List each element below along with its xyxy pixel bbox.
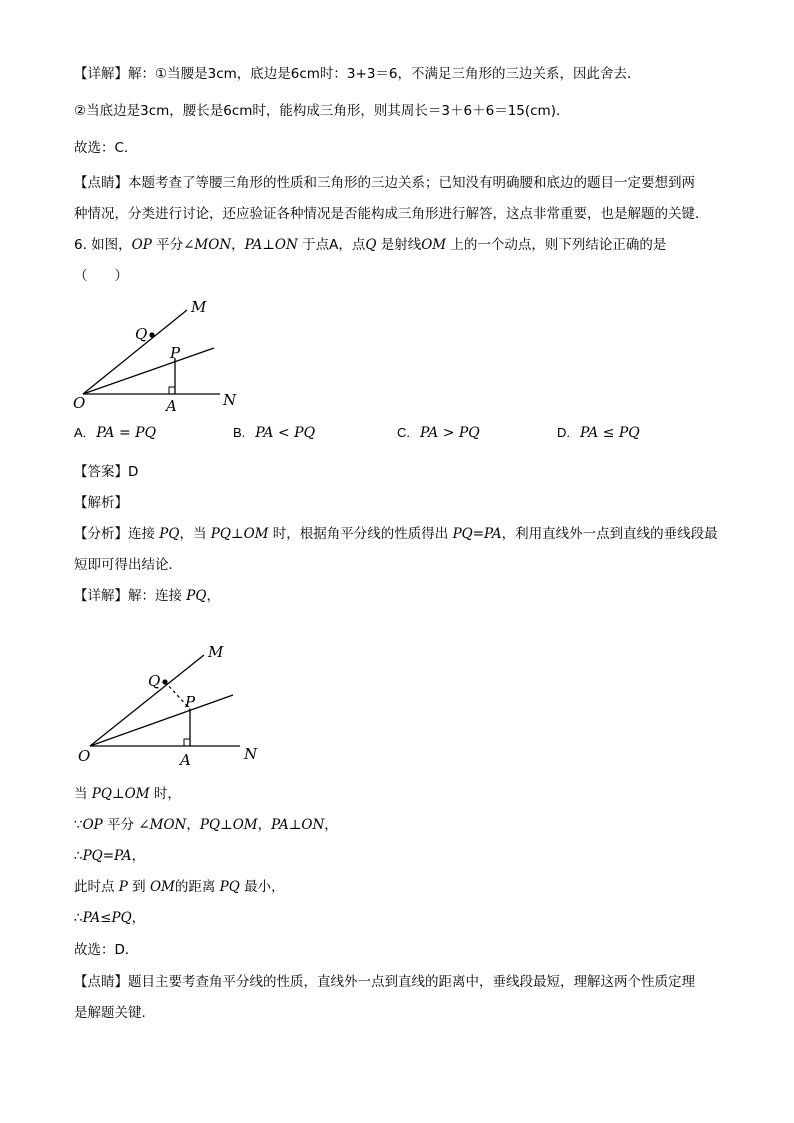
detail-line-2: ②当底边是3cm，腰长是6cm时，能构成三角形，则其周长＝3＋6＋6＝15(cm)．: [74, 103, 570, 119]
figure-2: [60, 635, 280, 775]
fenxi-line-1: [74, 524, 718, 544]
s4a: 此时点: [74, 879, 119, 895]
s4e: 的距离: [174, 879, 220, 895]
fenxi-eq: PQ=PA: [452, 526, 502, 542]
s2b: OP: [82, 817, 103, 833]
s2i: ，: [324, 817, 338, 833]
label-a-2: A: [180, 751, 191, 769]
label-a: A: [166, 397, 177, 415]
option-a-letter: A.: [74, 425, 87, 440]
s5a: ∴: [74, 910, 83, 926]
q6-t2: ，: [231, 237, 245, 253]
fenxi-t3: 时，根据角平分线的性质得出: [268, 526, 453, 542]
xiangjie-t1: 【详解】解：连接: [74, 588, 187, 604]
s5b: PA≤PQ: [82, 910, 132, 926]
q6-q: Q: [365, 237, 377, 253]
s2a: ∵: [74, 817, 83, 833]
ray-op: [83, 348, 214, 394]
s3c: ，: [131, 848, 146, 864]
option-c-letter: C.: [397, 425, 410, 440]
s3b: PQ=PA: [82, 848, 132, 864]
fenxi-pq: PQ: [159, 526, 180, 542]
q6-om: OM: [421, 237, 447, 253]
step-4: [74, 877, 285, 897]
fenxi-perp: PQ⊥OM: [210, 526, 269, 542]
label-o-2: O: [78, 747, 91, 765]
option-d-letter: D.: [557, 425, 570, 440]
s1m: PQ⊥OM: [91, 786, 150, 802]
xiangjie-pq: PQ: [186, 588, 207, 604]
option-b: [233, 423, 315, 443]
s2f: PQ⊥OM: [199, 817, 258, 833]
xiangjie-t2: ，: [206, 588, 220, 604]
detail-line-1: 【详解】解：①当腰是3cm，底边是6cm时：3+3＝6，不满足三角形的三边关系，因此舍去．: [74, 66, 641, 82]
fenxi-t1: 【分析】连接: [74, 526, 160, 542]
option-c: [397, 423, 480, 443]
xiangjie-line: [74, 586, 220, 606]
q6-paren: （ ）: [74, 268, 128, 284]
label-m-2: M: [208, 643, 224, 661]
label-n: N: [223, 391, 237, 409]
option-d-expr: PA ≤ PQ: [580, 425, 640, 441]
choice-line: 故选：C．: [74, 140, 138, 156]
label-p: P: [170, 344, 181, 362]
figure-1: [60, 290, 260, 420]
right-angle-mark: [169, 387, 175, 394]
s3a: ∴: [74, 848, 83, 864]
point-q-2: [162, 679, 167, 684]
s2e: ，: [186, 817, 200, 833]
s4c: 到: [127, 879, 150, 895]
step-6: 故选：D．: [74, 942, 139, 958]
dianjing-line-2: 是解题关键．: [74, 1005, 155, 1021]
question-6-stem: [74, 235, 666, 255]
s4d: OM: [149, 879, 175, 895]
q6-t5: 上的一个动点，则下列结论正确的是: [446, 237, 667, 253]
label-q-2: Q: [148, 672, 161, 690]
s2h: PA⊥ON: [271, 817, 325, 833]
analysis-heading: 【解析】: [74, 495, 128, 511]
q6-angle: ∠MON: [183, 237, 232, 253]
s5c: ，: [131, 910, 146, 926]
step-2: [74, 815, 338, 835]
option-b-expr: PA < PQ: [255, 425, 316, 441]
s2d: ∠MON: [138, 817, 187, 833]
fenxi-t2: ，当: [179, 526, 211, 542]
q6-t3: 于点A，点: [297, 237, 366, 253]
label-n-2: N: [244, 745, 258, 763]
option-a: [74, 423, 156, 443]
option-b-letter: B.: [233, 425, 246, 440]
answer-line: 【答案】D: [74, 464, 139, 480]
s2g: ，: [257, 817, 272, 833]
label-p-2: P: [185, 693, 196, 711]
step-5: [74, 908, 145, 928]
s1a: 当: [74, 786, 92, 802]
q6-op: OP: [131, 237, 152, 253]
s2c: 平分: [102, 817, 139, 833]
s1b: 时，: [149, 786, 181, 802]
comment-line-1: 【点睛】本题考查了等腰三角形的性质和三角形的三边关系；已知没有明确腰和底边的题目一定要想到两: [74, 175, 695, 191]
right-angle-mark-2: [184, 739, 190, 746]
q6-prefix: 6. 如图，: [74, 237, 132, 253]
ray-op-2: [90, 695, 233, 746]
step-3: [74, 846, 145, 866]
s4g: 最小，: [239, 879, 285, 895]
fenxi-t4: ，利用直线外一点到直线的垂线段最: [501, 526, 718, 542]
label-o: O: [73, 394, 86, 412]
option-c-expr: PA > PQ: [420, 425, 480, 441]
option-d: [557, 423, 640, 443]
dianjing-line-1: 【点睛】题目主要考查角平分线的性质，直线外一点到直线的距离中，垂线段最短，理解这两个性质定理: [74, 974, 695, 990]
q6-pa: PA⊥ON: [244, 237, 298, 253]
fenxi-line-2: 短即可得出结论．: [74, 557, 182, 573]
comment-line-2: 种情况，分类进行讨论，还应验证各种情况是否能构成三角形进行解答，这点非常重要，也是解题的关键．: [74, 206, 709, 222]
step-1: [74, 784, 181, 804]
q6-t1: 平分: [151, 237, 184, 253]
label-m: M: [191, 298, 207, 316]
option-a-expr: PA = PQ: [96, 425, 157, 441]
label-q: Q: [135, 325, 148, 343]
q6-t4: 是射线: [376, 237, 422, 253]
s4b: P: [118, 879, 128, 895]
point-q: [149, 332, 154, 337]
s4f: PQ: [219, 879, 240, 895]
